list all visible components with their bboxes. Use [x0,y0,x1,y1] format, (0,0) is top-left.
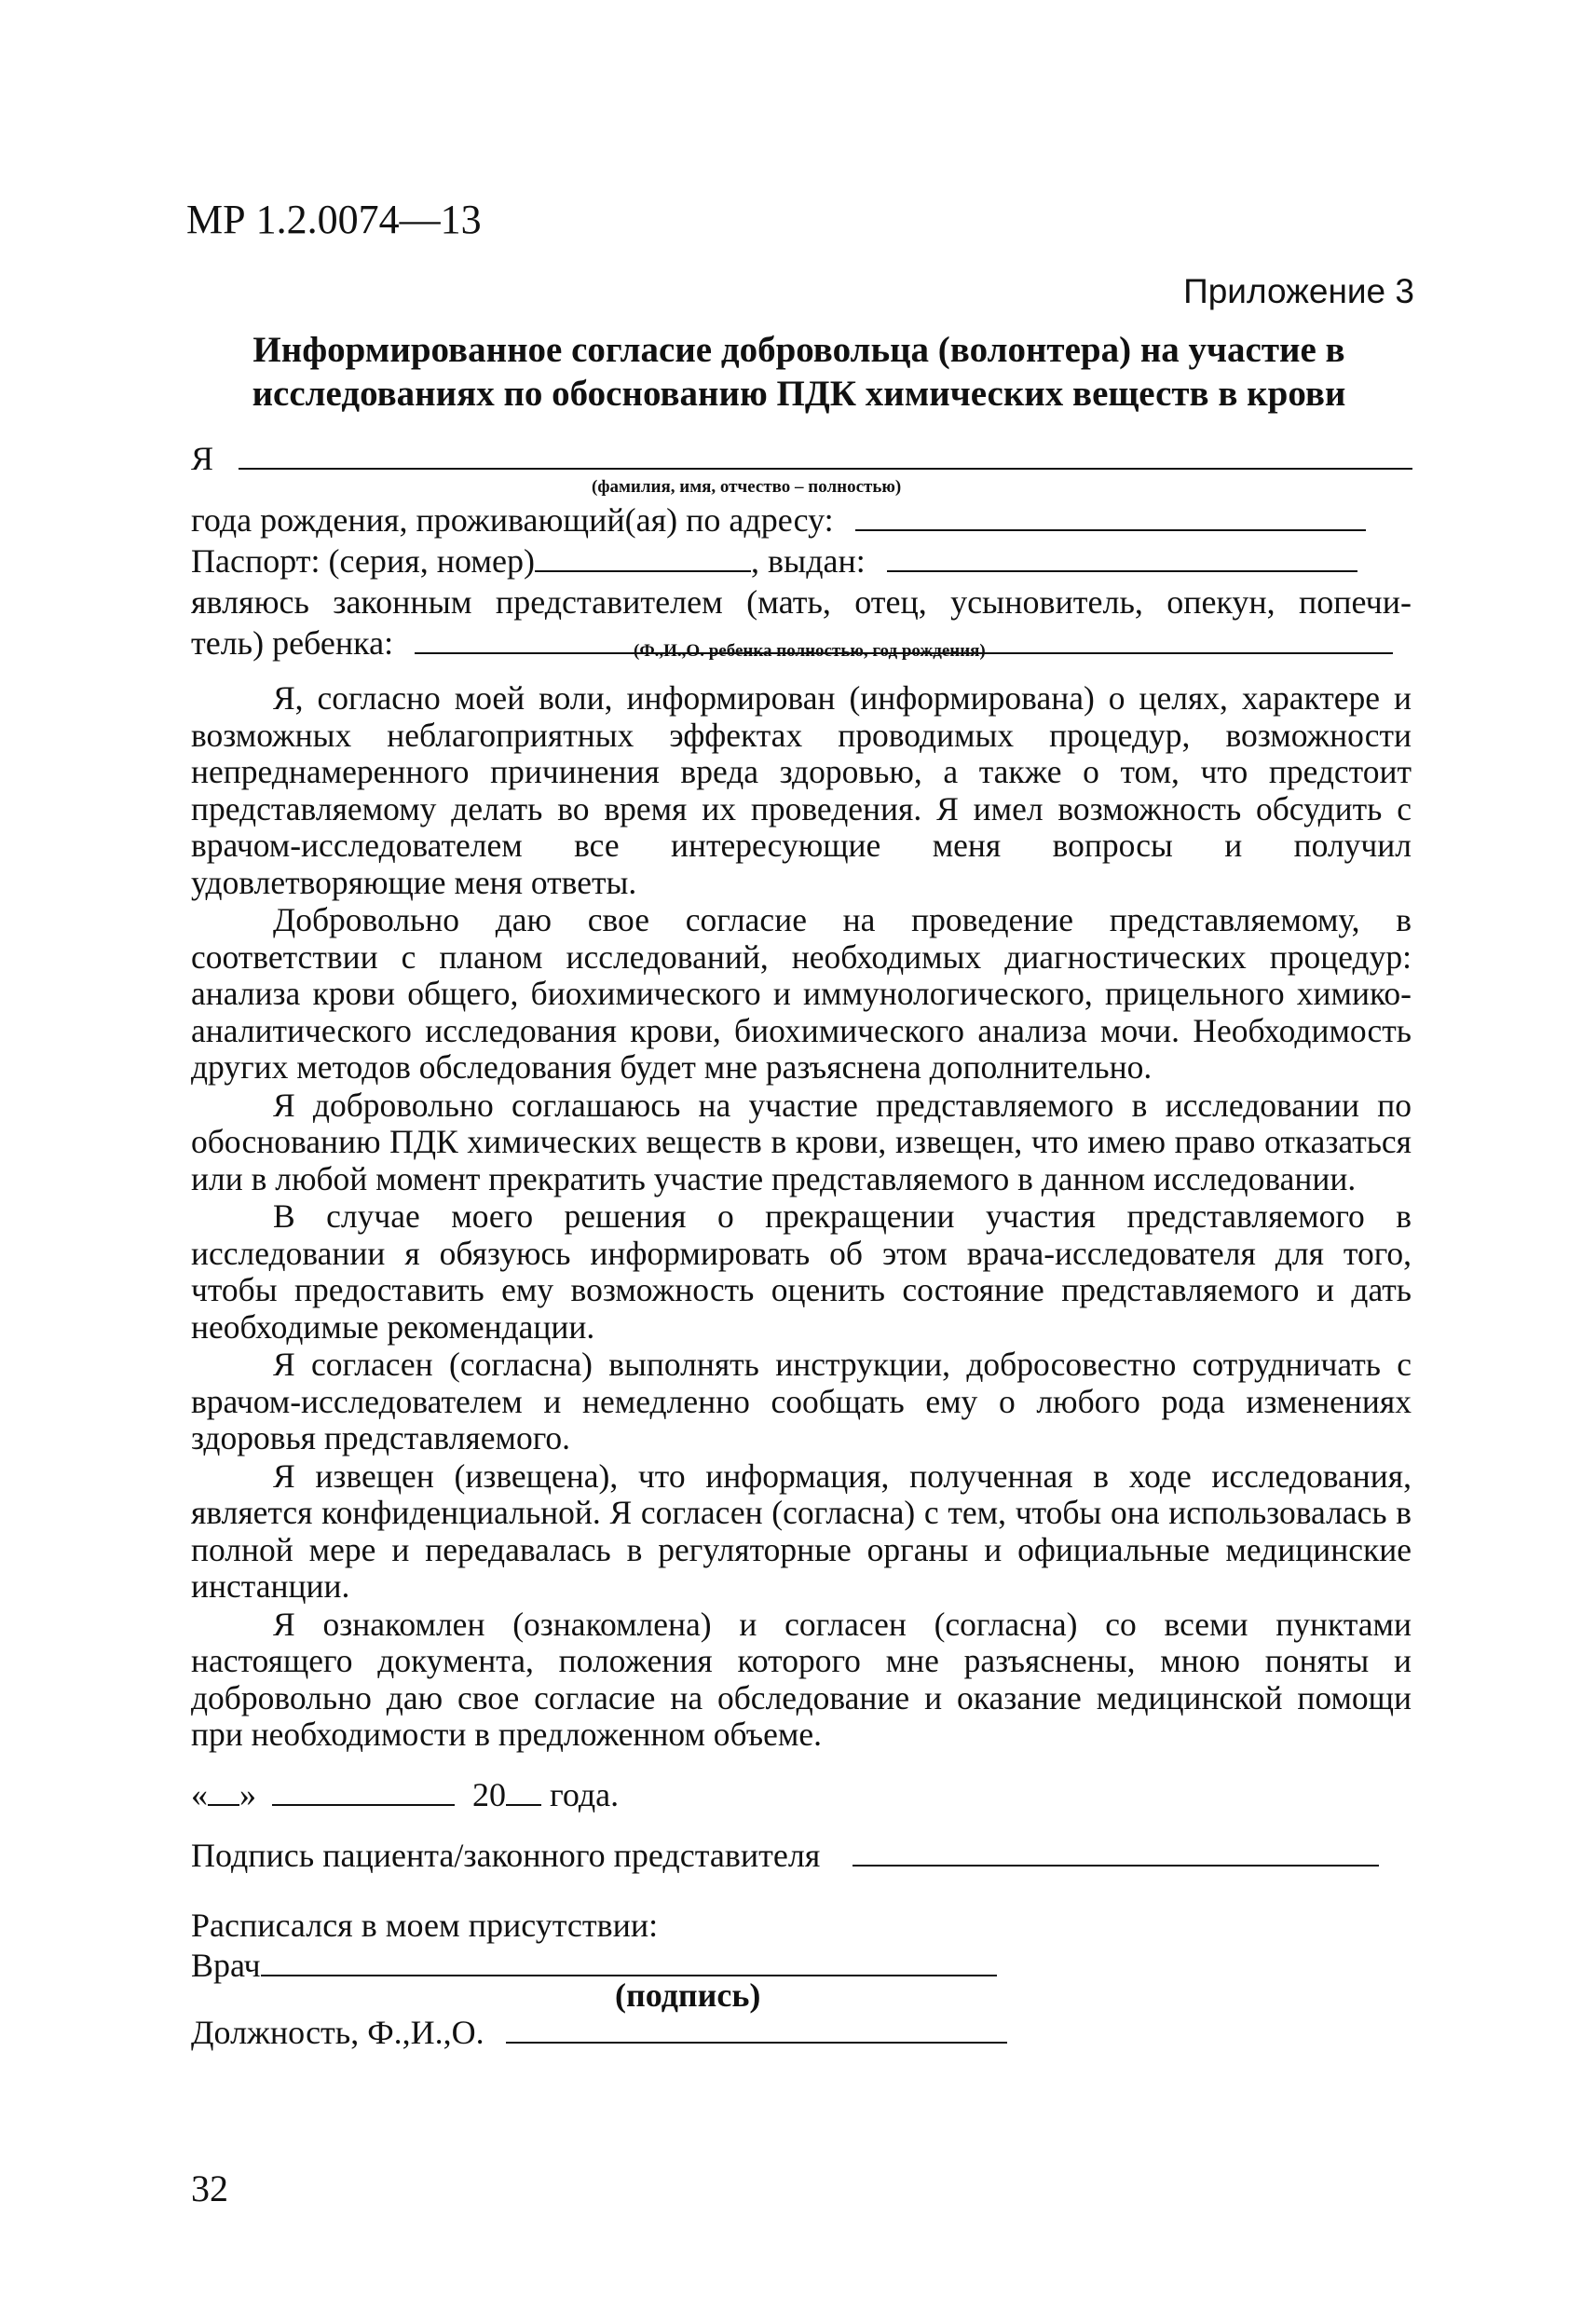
document-title: Информированное согласие добровольца (волонтера) на участие в исследованиях по обоснованию ПДК химических веществ в крови [252,330,1346,414]
issued-by-field[interactable] [887,542,1357,572]
consent-text [191,680,1412,1755]
year-suffix: года. [550,1776,620,1813]
full-name-field[interactable] [239,440,1412,470]
position-field[interactable] [506,2014,1007,2044]
day-field[interactable] [208,1776,239,1806]
position-row [191,2013,1412,2052]
year-prefix: 20 [472,1776,506,1813]
address-row [191,499,1412,540]
paragraph: Я, согласно моей воли, информирован (информирована) о целях, характере и возможных неблагоприятных эффектах проводимых процедур, возможности непреднамеренного причинения вреда здоровью, а также о том, что предстоит представляемому делать во время их проведения. Я имел возможность обсудить с врачом-исследователем все интересующие меня вопросы и получил удовлетворяющие меня ответы. [191,679,1412,901]
paragraph: Я согласен (согласна) выполнять инструкции, добросовестно сотрудничать с врачом-исследователем и немедленно сообщать ему о любого рода изменениях здоровья представляемого. [191,1346,1412,1456]
birth-address-label: года рождения, проживающий(ая) по адресу: [191,501,834,539]
appendix-label: Приложение 3 [1183,272,1414,310]
date-open-quote: « [191,1776,208,1813]
address-field[interactable] [855,501,1366,531]
year-field[interactable] [506,1776,541,1806]
doctor-signature-field[interactable] [261,1947,997,1976]
issued-label: , выдан: [751,542,866,580]
signature-hint: (подпись) [615,1976,761,2014]
i-label: Я [191,440,214,477]
name-row [191,438,1412,479]
date-row [191,1775,1412,1814]
personal-data-form [191,438,1412,663]
doctor-label: Врач [191,1947,261,1984]
witnessed-label: Расписался в моем присутствии: [191,1907,659,1944]
paragraph: В случае моего решения о прекращении участия представляемого в исследовании я обязуюсь информировать об этом врача-исследователя для того, чтобы предоставить ему возможность оценить состояние представляемого и дать необходимые рекомендации. [191,1197,1412,1346]
month-field[interactable] [272,1776,455,1806]
passport-number-field[interactable] [535,542,751,572]
doctor-row [191,1946,1412,1985]
paragraph: Я извещен (извещена), что информация, полученная в ходе исследования, является конфиденциальной. Я согласен (согласна) с тем, чтобы она использовалась в полной мере и передавалась в регуляторные органы и официальные медицинские инстанции. [191,1456,1412,1605]
child-hint: (Ф.,И.,О. ребенка полностью, год рождения) [634,641,986,661]
representative-line-end: тель) ребенка: [191,624,394,662]
paragraph: Добровольно даю свое согласие на проведение представляемому, в соответствии с планом исследований, необходимых диагностических процедур: анализа крови общего, биохимического и иммунологического, прицельного химико-аналитического исследования крови, биохимического анализа мочи. Необходимость других методов обследования будет мне разъяснена дополнительно. [191,901,1412,1086]
name-hint: (фамилия, имя, отчество – полностью) [592,477,902,497]
patient-signature-row [191,1836,1412,1875]
document-code: МР 1.2.0074—13 [186,197,482,242]
patient-signature-field[interactable] [853,1837,1379,1867]
paragraph: Я добровольно соглашаюсь на участие представляемого в исследовании по обоснованию ПДК химических веществ в крови, извещен, что имею право отказаться или в любой момент прекратить участие представляемого в данном исследовании. [191,1086,1412,1197]
passport-label: Паспорт: (серия, номер) [191,542,536,580]
passport-row [191,540,1412,581]
paragraph: Я ознакомлен (ознакомлена) и согласен (согласна) со всеми пунктами настоящего документа, положения которого мне разъяснены, мною поняты и добровольно даю свое согласие на обследование и оказание медицинской помощи при необходимости в предложенном объеме. [191,1605,1412,1753]
representative-line: являюсь законным представителем (мать, отец, усыновитель, опекун, попечи- [191,583,1412,621]
patient-signature-label: Подпись пациента/законного представителя [191,1837,821,1874]
date-close-quote: » [239,1776,256,1813]
position-label: Должность, Ф.,И.,О. [191,2014,484,2051]
page-number: 32 [191,2167,228,2209]
